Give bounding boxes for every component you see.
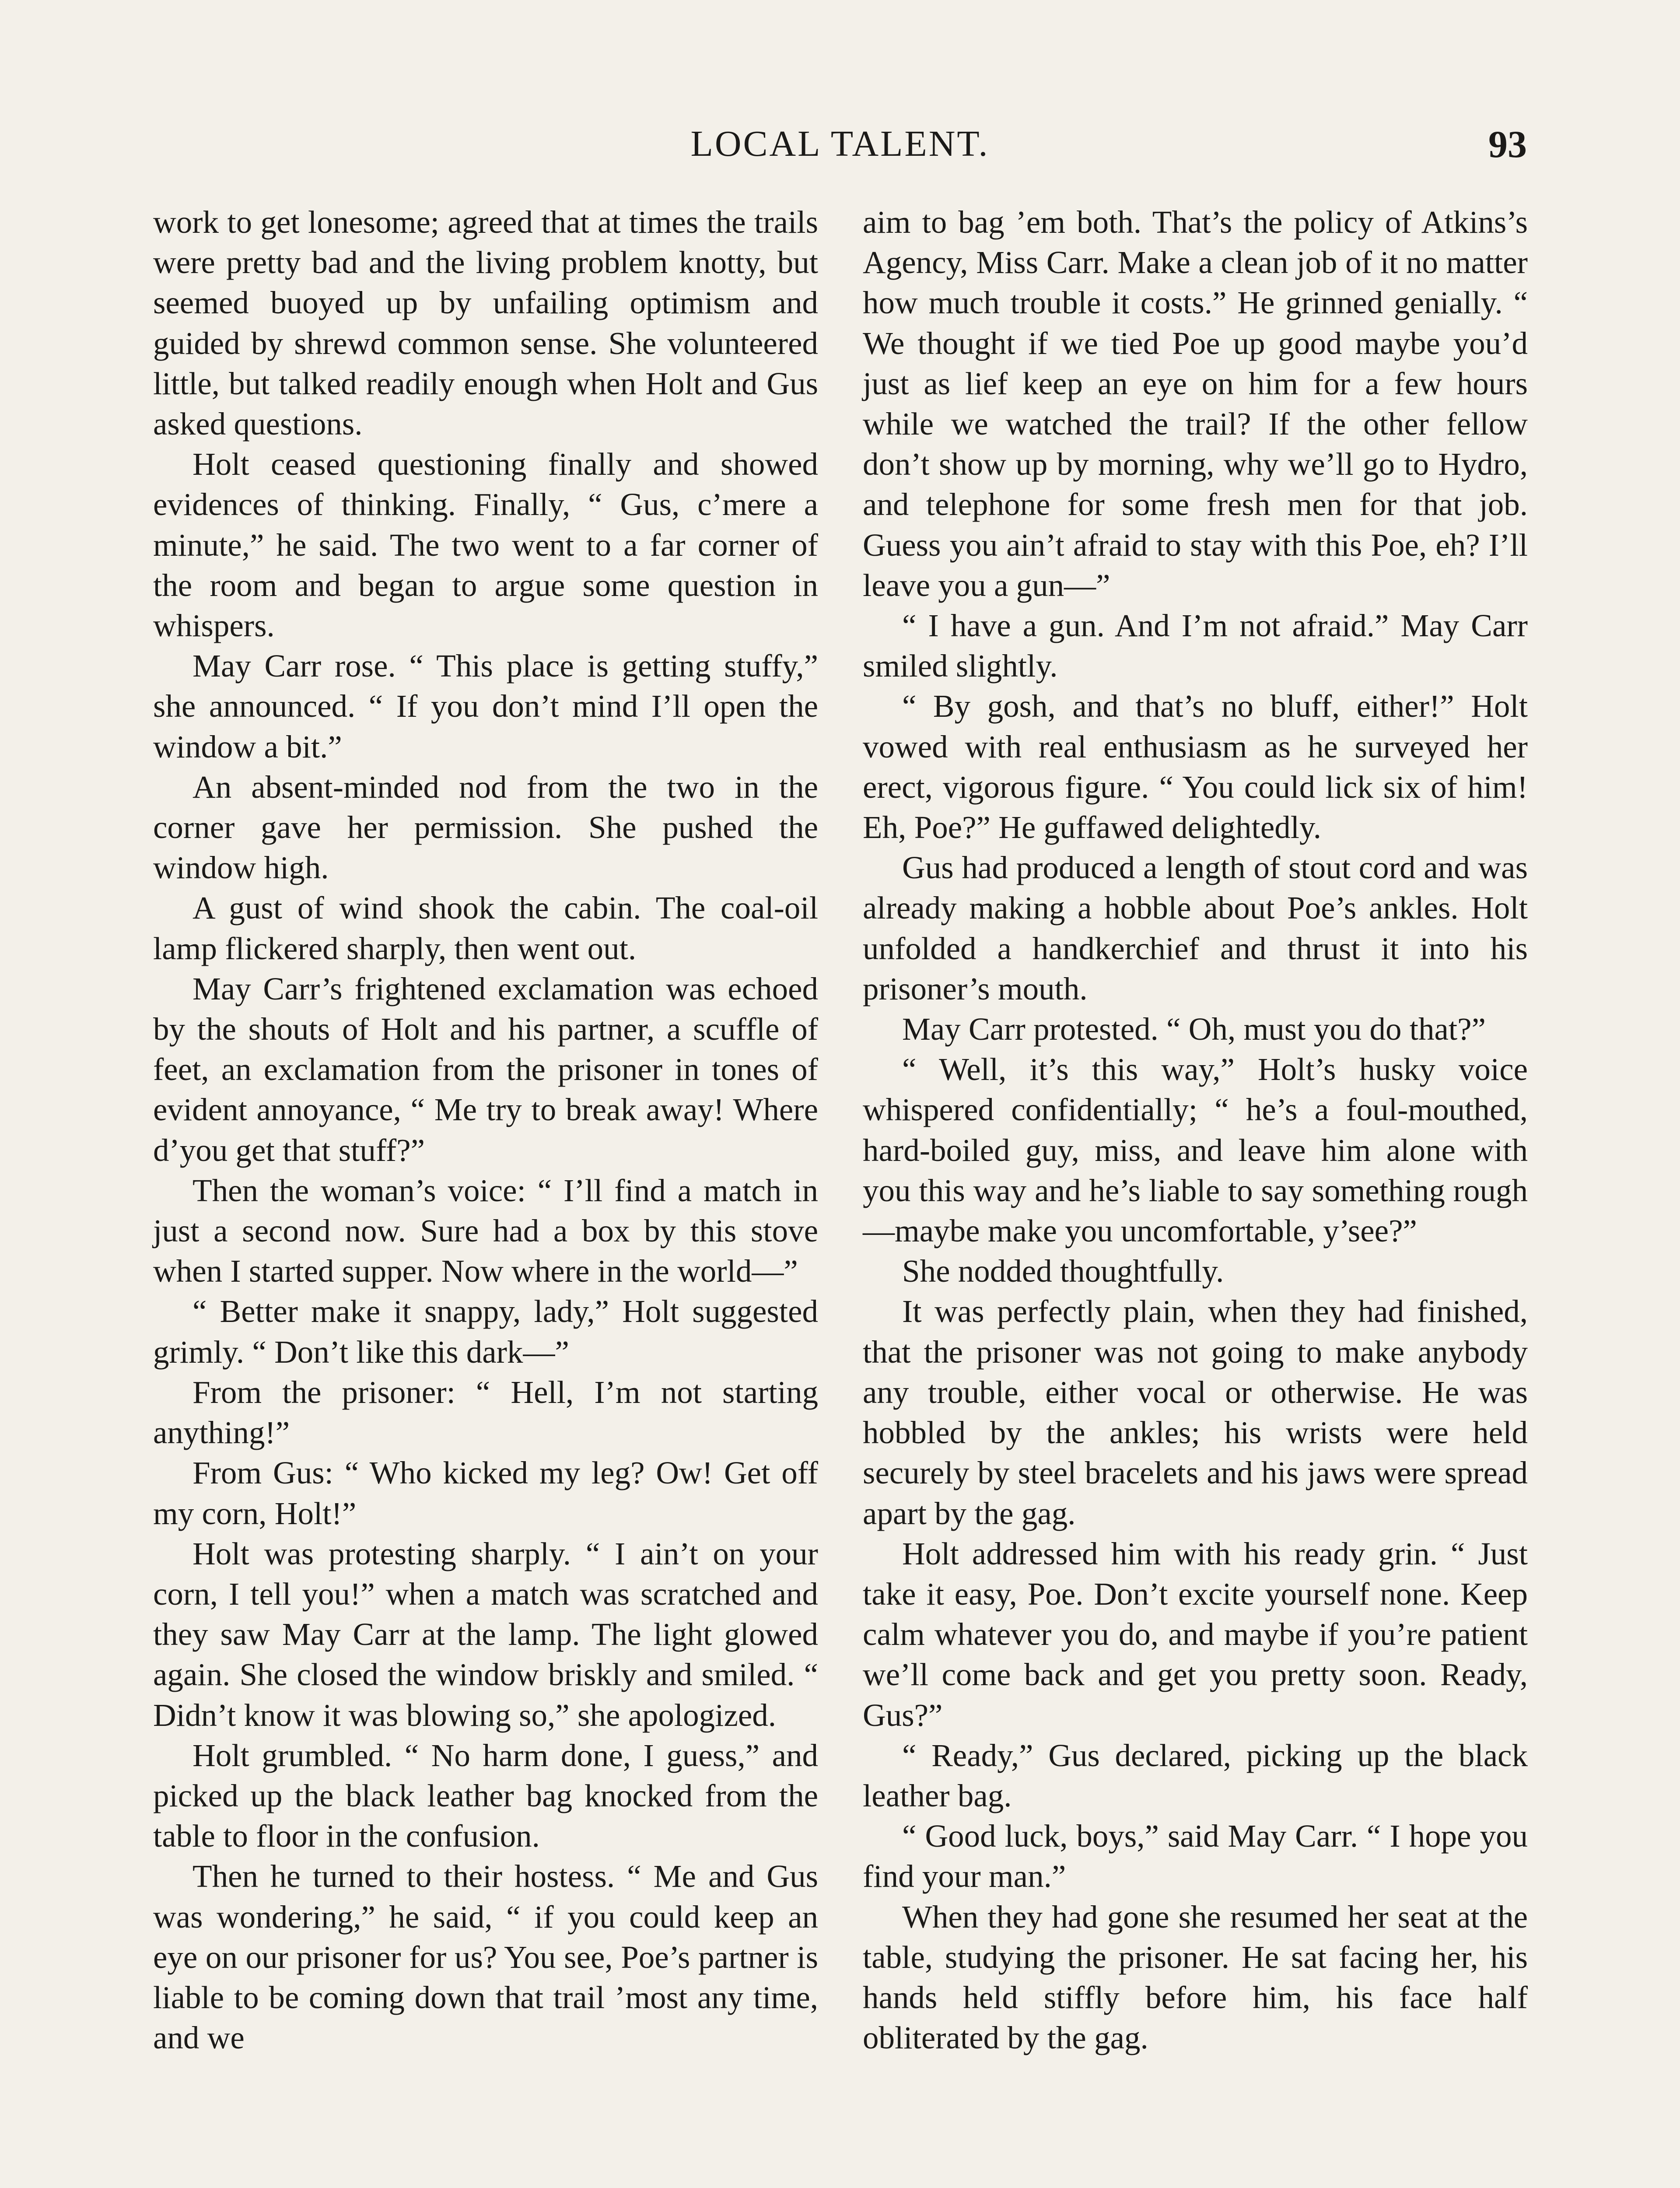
right-column [863, 202, 1528, 2058]
paragraph: “ Ready,” Gus declared, picking up the black leather bag. [863, 1737, 1528, 1813]
paragraph: Holt addressed him with his ready grin. “ Just take it easy, Poe. Don’t excite yourself none. Keep calm whatever you do, and maybe if you’re patient we’ll come back and get you pretty soon. Ready, Gus?” [863, 1536, 1528, 1733]
paragraph: It was perfectly plain, when they had finished, that the prisoner was not going to make anybody any trouble, either vocal or otherwise. He was hobbled by the ankles; his wrists were held securely by steel bracelets and his jaws were spread apart by the gag. [863, 1294, 1528, 1531]
paragraph: aim to bag ’em both. That’s the policy of Atkins’s Agency, Miss Carr. Make a clean job of it no matter how much trouble it costs.” He grinned genially. “ We thought if we tied Poe up good maybe you’d just as lief keep an eye on him for a few hours while we watched the trail? If the other fellow don’t show up by morning, why we’ll go to Hydro, and telephone for some fresh men for that job. Guess you ain’t afraid to stay with this Poe, eh? I’ll leave you a gun—” [863, 204, 1528, 603]
paragraph: “ Good luck, boys,” said May Carr. “ I hope you find your man.” [863, 1818, 1528, 1894]
left-column [153, 202, 818, 2058]
paragraph: Then he turned to their hostess. “ Me and Gus was wondering,” he said, “ if you could keep an eye on our prisoner for us? You see, Poe’s partner is liable to be coming down that trail ’most any time, and we [153, 1858, 818, 2056]
paragraph: Then the woman’s voice: “ I’ll find a match in just a second now. Sure had a box by this stove when I started supper. Now where in the world—” [153, 1172, 818, 1289]
paragraph: When they had gone she resumed her seat at the table, studying the prisoner. He sat facing her, his hands held stiffly before him, his face half obliterated by the gag. [863, 1899, 1528, 2056]
paragraph: She nodded thoughtfully. [902, 1253, 1224, 1289]
paragraph: From Gus: “ Who kicked my leg? Ow! Get off my corn, Holt!” [153, 1455, 818, 1531]
paragraph: From the prisoner: “ Hell, I’m not starting anything!” [153, 1374, 818, 1451]
paragraph: May Carr’s frightened exclamation was echoed by the shouts of Holt and his partner, a scuffle of feet, an exclamation from the prisoner in tones of evident annoyance, “ Me try to break away! Where d’you get that stuff?” [153, 971, 818, 1168]
paragraph: “ I have a gun. And I’m not afraid.” May Carr smiled slightly. [863, 608, 1528, 684]
paragraph: “ Better make it snappy, lady,” Holt suggested grimly. “ Don’t like this dark—” [153, 1294, 818, 1370]
paragraph: work to get lonesome; agreed that at times the trails were pretty bad and the living problem knotty, but seemed buoyed up by unfailing optimism and guided by shrewd common sense. She volunteered little, but talked readily enough when Holt and Gus asked questions. [153, 204, 818, 442]
page-number: 93 [1488, 123, 1527, 166]
paragraph: Holt grumbled. “ No harm done, I guess,” and picked up the black leather bag knocked from the table to floor in the confusion. [153, 1737, 818, 1854]
paragraph: “ By gosh, and that’s no bluff, either!” Holt vowed with real enthusiasm as he surveyed her erect, vigorous figure. “ You could lick six of him! Eh, Poe?” He guffawed delightedly. [863, 688, 1528, 845]
running-title: LOCAL TALENT. [690, 123, 990, 164]
paragraph: Holt was protesting sharply. “ I ain’t on your corn, I tell you!” when a match was scratched and they saw May Carr at the lamp. The light glowed again. She closed the window briskly and smiled. “ Didn’t know it was blowing so,” she apologized. [153, 1536, 818, 1733]
paragraph: May Carr protested. “ Oh, must you do that?” [902, 1011, 1486, 1047]
paragraph: “ Well, it’s this way,” Holt’s husky voice whispered confidentially; “ he’s a foul-mouthed, hard-boiled guy, miss, and leave him alone with you this way and he’s liable to say something rough—maybe make you uncomfortable, y’see?” [863, 1052, 1528, 1249]
paragraph: An absent-minded nod from the two in the corner gave her permission. She pushed the window high. [153, 769, 818, 886]
running-head [153, 123, 1527, 175]
paragraph: May Carr rose. “ This place is getting stuffy,” she announced. “ If you don’t mind I’ll open the window a bit.” [153, 648, 818, 764]
paragraph: Gus had produced a length of stout cord and was already making a hobble about Poe’s ankles. Holt unfolded a handkerchief and thrust it into his prisoner’s mouth. [863, 850, 1528, 1006]
paragraph: Holt ceased questioning finally and showed evidences of thinking. Finally, “ Gus, c’mere a minute,” he said. The two went to a far corner of the room and began to argue some question in whispers. [153, 446, 818, 644]
paragraph: A gust of wind shook the cabin. The coal-oil lamp flickered sharply, then went out. [153, 890, 818, 966]
